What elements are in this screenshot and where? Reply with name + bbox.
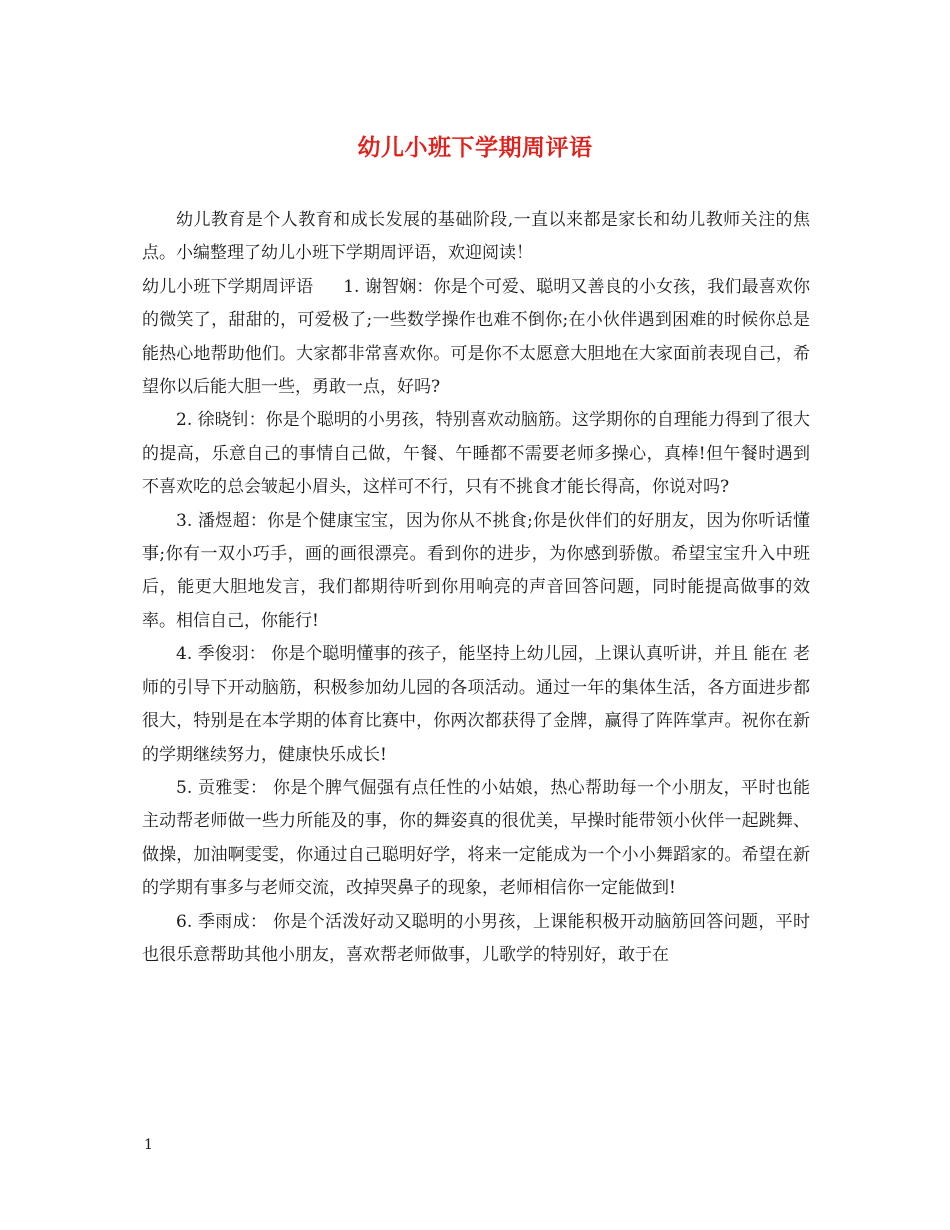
- comment-1-text: 1. 谢智娴：你是个可爱、聪明又善良的小女孩，我们最喜欢你的微笑了，甜甜的，可爱极了;一些数学操作也难不倒你;在小伙伴遇到困难的时候你总是能热心地帮助他们。大家都非常喜欢你。可是你不太愿意大胆地在大家面前表现自己，希望你以后能大胆一些，勇敢一点，好吗?: [142, 276, 811, 398]
- comment-paragraph-4: 4. 季俊羽： 你是个聪明懂事的孩子，能坚持上幼儿园，上课认真听讲，并且 能在 老师的引导下开动脑筋，积极参加幼儿园的各项活动。通过一年的集体生活，各方面进步都很大，特别是在本学期的体育比赛中，你两次都获得了金牌，赢得了阵阵掌声。祝你在新的学期继续努力，健康快乐成长!: [142, 644, 810, 765]
- section-subtitle: 幼儿小班下学期周评语: [142, 276, 314, 297]
- comment-paragraph-3: 3. 潘煜超：你是个健康宝宝，因为你从不挑食;你是伙伴们的好朋友，因为你听话懂事;你有一双小巧手，画的画很漂亮。看到你的进步，为你感到骄傲。希望宝宝升入中班后，能更大胆地发言，我们都期待听到你用响亮的声音回答问题，同时能提高做事的效率。相信自己，你能行!: [142, 510, 810, 631]
- document-title: 幼儿小班下学期周评语: [357, 134, 593, 161]
- comment-paragraph-1: [142, 271, 810, 405]
- comment-paragraph-2: 2. 徐晓钊：你是个聪明的小男孩，特别喜欢动脑筋。这学期你的自理能力得到了很大的提高，乐意自己的事情自己做，午餐、午睡都不需要老师多操心，真棒!但午餐时遇到不喜欢吃的总会皱起小眉头，这样可不行，只有不挑食才能长得高，你说对吗?: [142, 410, 810, 498]
- comment-paragraph-5: 5. 贡雅雯： 你是个脾气倔强有点任性的小姑娘，热心帮助每一个小朋友，平时也能主动帮老师做一些力所能及的事，你的舞姿真的很优美，早操时能带领小伙伴一起跳舞、做操，加油啊雯雯，你通过自己聪明好学，将来一定能成为一个小小舞蹈家的。希望在新的学期有事多与老师交流，改掉哭鼻子的现象，老师相信你一定能做到!: [142, 777, 810, 899]
- comment-paragraph-6: 6. 季雨成： 你是个活泼好动又聪明的小男孩，上课能积极开动脑筋回答问题，平时也很乐意帮助其他小朋友，喜欢帮老师做事，儿歌学的特别好，敢于在: [142, 911, 810, 965]
- document-body: [142, 204, 810, 972]
- page-number: 1: [144, 1137, 153, 1153]
- intro-paragraph: 幼儿教育是个人教育和成长发展的基础阶段,一直以来都是家长和幼儿教师关注的焦点。小编整理了幼儿小班下学期周评语，欢迎阅读！: [142, 210, 810, 264]
